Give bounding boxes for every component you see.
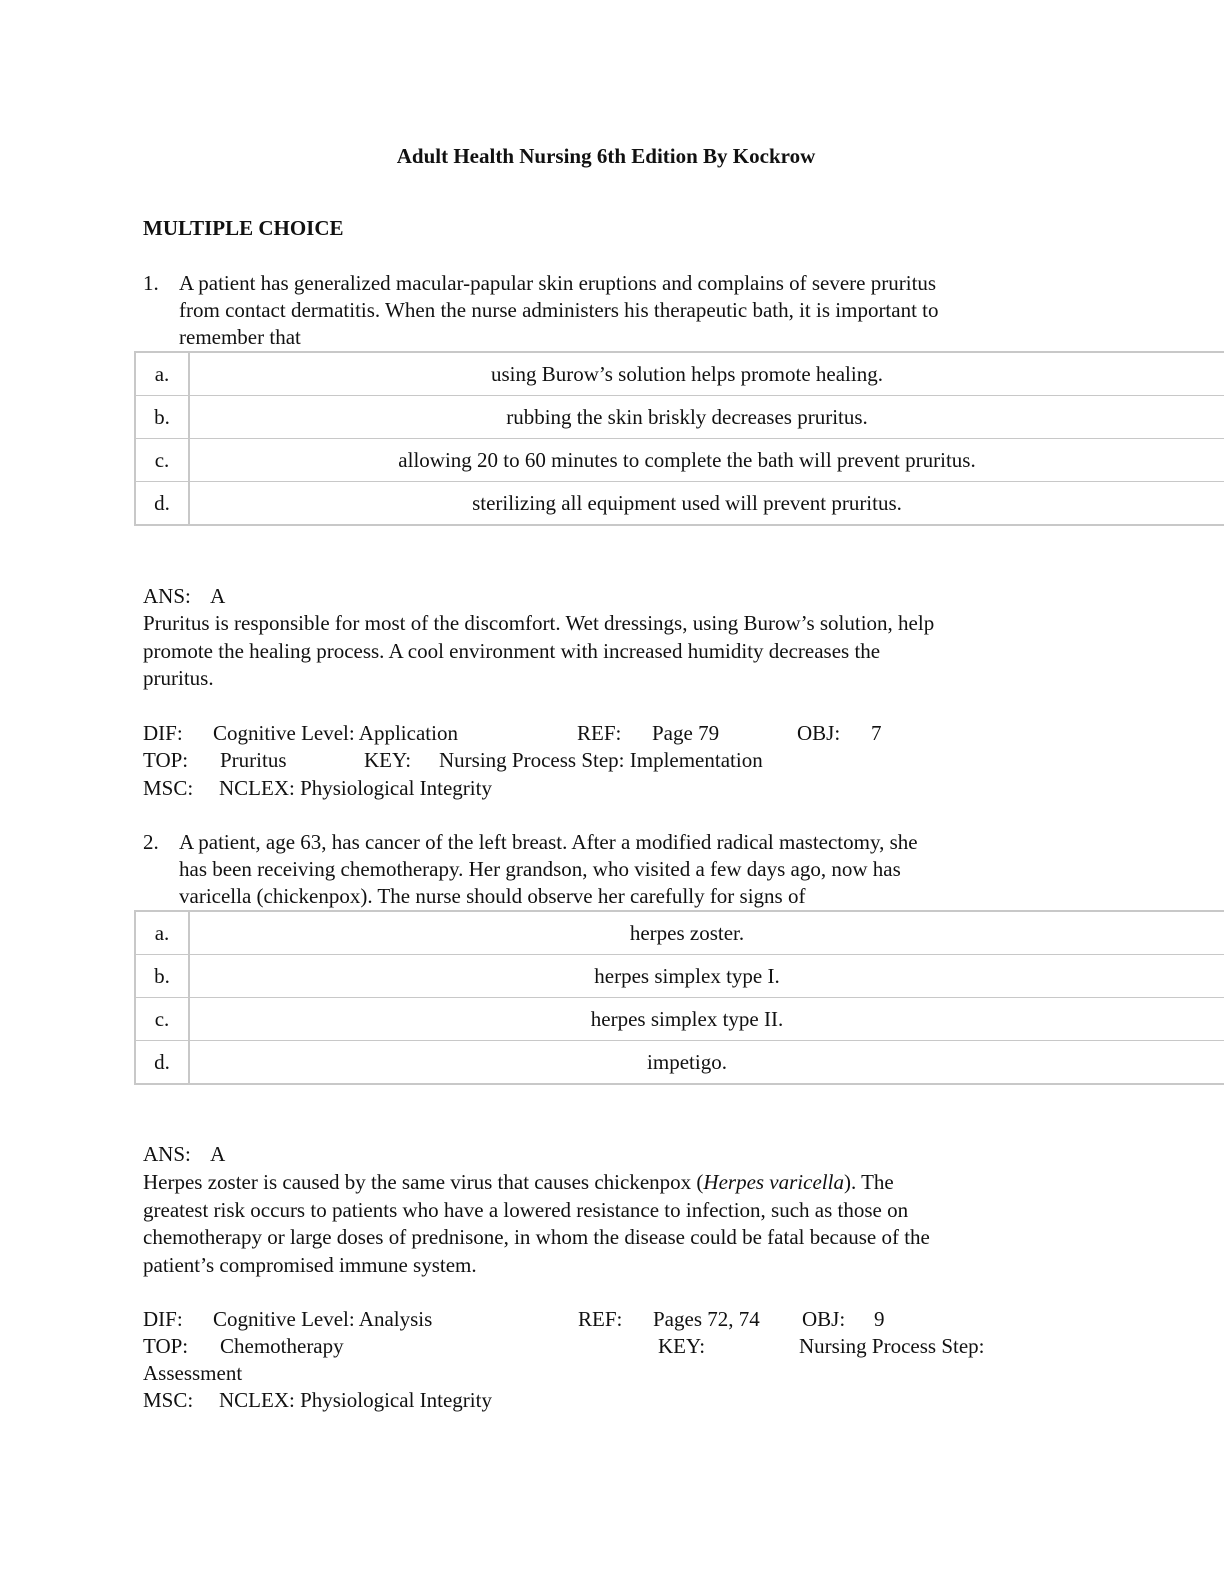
option-row[interactable] [135, 998, 1224, 1041]
top-label: TOP: [143, 1334, 189, 1358]
msc-value: NCLEX: Physiological Integrity [219, 776, 492, 800]
rationale-line: Pruritus is responsible for most of the discomfort. Wet dressings, using Burow’s solution, help [143, 611, 935, 635]
key-label: KEY: [364, 748, 412, 772]
obj-value: 7 [871, 721, 882, 745]
obj-label: OBJ: [802, 1307, 846, 1331]
option-letter: c. [135, 998, 189, 1041]
rationale [143, 1169, 930, 1279]
option-text: herpes simplex type II. [189, 998, 1224, 1041]
answer-line [143, 583, 225, 610]
option-letter: b. [135, 396, 189, 439]
ref-value: Page 79 [652, 721, 720, 745]
option-text: impetigo. [647, 1049, 727, 1074]
options-table [134, 351, 1224, 526]
question-number: 2. [143, 830, 159, 854]
option-text: herpes simplex type I. [189, 955, 1224, 998]
option-row[interactable] [135, 352, 1224, 396]
rationale-line [143, 1169, 930, 1197]
option-letter: d. [135, 482, 189, 526]
stem-line: varicella (chickenpox). The nurse should observe her carefully for signs of [179, 884, 806, 908]
ref-value: Pages 72, 74 [653, 1307, 760, 1331]
stem-line: remember that [179, 325, 301, 349]
rationale-line: chemotherapy or large doses of prednisone, in whom the disease could be fatal because of the [143, 1225, 930, 1249]
stem-line: has been receiving chemotherapy. Her grandson, who visited a few days ago, now has [179, 857, 901, 881]
rationale-line: promote the healing process. A cool environment with increased humidity decreases the [143, 638, 881, 663]
question-number: 1. [143, 271, 159, 295]
key-value: Nursing Process Step: [799, 1334, 985, 1358]
ref-label: REF: [578, 1307, 623, 1331]
option-row[interactable] [135, 439, 1224, 482]
option-text: herpes zoster. [189, 911, 1224, 955]
top-value: Pruritus [220, 748, 287, 772]
msc-value: NCLEX: Physiological Integrity [219, 1388, 492, 1412]
obj-label: OBJ: [797, 721, 841, 745]
dif-value: Cognitive Level: Analysis [213, 1307, 433, 1331]
answer-line [143, 1141, 225, 1168]
option-letter: a. [135, 911, 189, 955]
option-letter: a. [135, 352, 189, 396]
answer-label: ANS: [143, 1142, 191, 1166]
rationale-text: Herpes zoster is caused by the same virus that causes chickenpox ( [143, 1170, 704, 1194]
dif-label: DIF: [143, 721, 183, 745]
rationale-line: pruritus. [143, 666, 214, 690]
option-letter: d. [135, 1041, 189, 1085]
option-letter: b. [135, 955, 189, 998]
ref-label: REF: [577, 721, 622, 745]
key-value: Nursing Process Step: Implementation [439, 748, 763, 772]
rationale-italic-term: Herpes varicella [703, 1170, 844, 1194]
msc-label: MSC: [143, 1388, 194, 1412]
top-label: TOP: [143, 748, 189, 772]
option-text: using Burow’s solution helps promote healing. [189, 352, 1224, 396]
question-stem [179, 829, 918, 910]
stem-line: A patient has generalized macular-papular skin eruptions and complains of severe pruritus [179, 271, 937, 295]
stem-line: from contact dermatitis. When the nurse administers his therapeutic bath, it is important to [179, 298, 939, 322]
option-text: allowing 20 to 60 minutes to complete the bath will prevent pruritus. [189, 439, 1224, 482]
obj-value: 9 [874, 1307, 885, 1331]
rationale-line: patient’s compromised immune system. [143, 1252, 477, 1277]
option-text: sterilizing all equipment used will prevent pruritus. [472, 490, 902, 515]
option-row[interactable] [135, 911, 1224, 955]
section-heading: MULTIPLE CHOICE [143, 216, 344, 240]
question-stem [179, 270, 939, 351]
stem-line: A patient, age 63, has cancer of the left breast. After a modified radical mastectomy, she [179, 830, 918, 854]
options-table [134, 910, 1224, 1085]
key-label: KEY: [658, 1334, 706, 1358]
msc-label: MSC: [143, 776, 194, 800]
option-letter: c. [135, 439, 189, 482]
option-row[interactable] [135, 396, 1224, 439]
option-row[interactable] [135, 482, 1224, 526]
key-value-continued: Assessment [143, 1361, 243, 1385]
rationale [143, 610, 934, 693]
rationale-text: ). The [843, 1170, 894, 1194]
dif-value: Cognitive Level: Application [213, 721, 458, 745]
answer-label: ANS: [143, 584, 191, 608]
answer-value: A [210, 1142, 226, 1166]
answer-value: A [210, 584, 226, 608]
dif-label: DIF: [143, 1307, 183, 1331]
rationale-line: greatest risk occurs to patients who have a lowered resistance to infection, such as those on [143, 1197, 909, 1222]
top-value: Chemotherapy [220, 1334, 344, 1358]
document-title: Adult Health Nursing 6th Edition By Kockrow [396, 144, 816, 168]
option-row[interactable] [135, 1041, 1224, 1085]
option-row[interactable] [135, 955, 1224, 998]
option-text: rubbing the skin briskly decreases pruritus. [189, 396, 1224, 439]
